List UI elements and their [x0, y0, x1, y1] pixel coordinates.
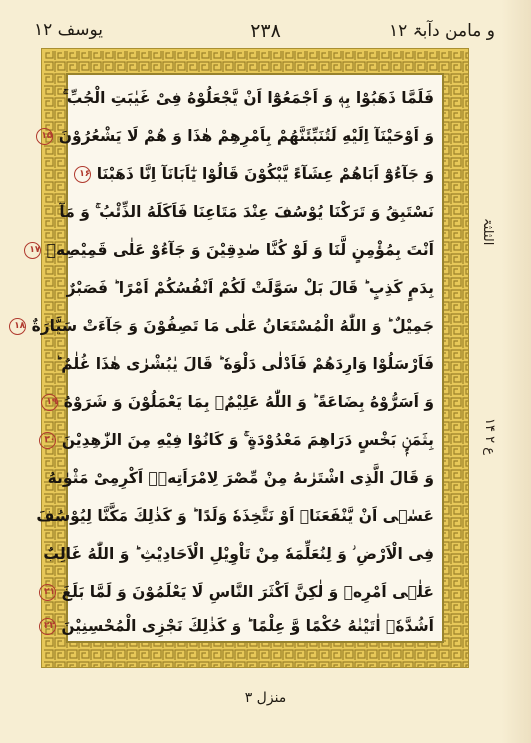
text-line-6: بِدَمٍ كَذِبٍ ؕ قَالَ بَلْ سَوَّلَتْ لَكُمْ اَنْفُسُكُمْ اَمْرًا ؕ فَصَبْرٌ: [66, 279, 434, 297]
juz-name: و مامن دآبۃ ۱۲: [388, 21, 495, 41]
text-line-8: فَاَرْسَلُوْا وَارِدَهُمْ فَاَدْلٰى دَلْوَهٗ ؕ قَالَ یٰبُشْرٰى هٰذَا غُلٰمٌ ؕ: [55, 355, 434, 373]
text-line-3: وَ جَآءُوْٓ اَبَاهُمْ عِشَآءً یَّبْكُوْنَ قَالُوْا یٰٓاَبَانَآ اِنَّا ذَهَبْنَا ۱۶: [76, 153, 434, 195]
text-line-5: اَنْتَ بِمُؤْمِنٍ لَّنَا وَ لَوْ كُنَّا صٰدِقِیْنَ وَ جَآءُوْ عَلٰى قَمِیْصِهٖ ۱۷: [76, 229, 434, 271]
text-line-4: نَسْتَبِقُ وَ تَرَكْنَا یُوْسُفَ عِنْدَ مَتَاعِنَا فَاَكَلَهُ الذِّئْبُ ۚ وَ مَآ: [59, 203, 434, 221]
ayah-marker: ۱۹: [41, 394, 58, 411]
text-line-2: وَ اَوْحَیْنَآ اِلَیْهِ لَتُنَبِّئَنَّهُمْ بِاَمْرِهِمْ هٰذَا وَ هُمْ لَا یَشْعُرُوْنَ ۱۵: [76, 115, 434, 157]
ayah-marker: ۱۸: [9, 318, 26, 335]
text-line-11: وَ قَالَ الَّذِی اشْتَرٰىهُ مِنْ مِّصْرَ لِامْرَاَتِهٖۤ اَكْرِمِیْ مَثْوٰىهُ: [47, 469, 434, 487]
surah-name: یوسف ۱۲: [34, 20, 104, 40]
page-edge-shadow: [501, 0, 531, 743]
text-line-14: عَلٰۤى اَمْرِهٖ وَ لٰكِنَّ اَكْثَرَ النَّاسِ لَا یَعْلَمُوْنَ وَ لَمَّا بَلَغَ ۲۱: [76, 571, 434, 613]
margin-note-ruku: ع ۲ ۱۴: [482, 418, 497, 455]
text-line-12: عَسٰۤى اَنْ یَّنْفَعَنَاۤ اَوْ نَتَّخِذَهٗ وَلَدًا ؕ وَ كَذٰلِكَ مَكَّنَّا لِیُوْسُفَ: [36, 507, 434, 525]
ayah-marker: ۱۷: [24, 242, 41, 259]
manzil-footer: منزل ۳: [244, 690, 287, 706]
ayah-marker: ۲۱: [39, 584, 56, 601]
margin-note-thulth: الثلثۃ: [480, 218, 495, 246]
text-line-9: وَ اَسَرُّوْهُ بِضَاعَةً ؕ وَ اللّٰهُ عَلِیْمٌۢ بِمَا یَعْمَلُوْنَ وَ شَرَوْهُ ۱۹: [76, 381, 434, 423]
ayah-marker: ۲۲: [39, 618, 56, 635]
ayah-marker: ۲۰: [39, 432, 56, 449]
text-line-15: اَشُدَّهٗۤ اٰتَیْنٰهُ حُكْمًا وَّ عِلْمًا ؕ وَ كَذٰلِكَ نَجْزِی الْمُحْسِنِیْنَ ۲۲: [76, 605, 434, 647]
text-panel: [14, 73, 444, 643]
text-line-1: فَلَمَّا ذَهَبُوْا بِهٖ وَ اَجْمَعُوْٓا اَنْ یَّجْعَلُوْهُ فِیْ غَیٰبَتِ الْجُبِّ ۚ: [62, 89, 434, 107]
page-header: [0, 14, 531, 46]
text-line-7: جَمِیْلٌ ؕ وَ اللّٰهُ الْمُسْتَعَانُ عَلٰى مَا تَصِفُوْنَ وَ جَآءَتْ سَیَّارَةٌ ۱۸: [76, 305, 434, 347]
ayah-marker: ۱۶: [74, 166, 91, 183]
text-line-10: بِثَمَنٍۭ بَخْسٍ دَرَاهِمَ مَعْدُوْدَةٍ ۚ وَ كَانُوْا فِیْهِ مِنَ الزّٰهِدِیْنَ ۲۰: [76, 419, 434, 461]
page-number: ۲۳۸: [250, 20, 281, 42]
text-line-13: فِی الْاَرْضِ ؗ وَ لِنُعَلِّمَهٗ مِنْ تَاْوِیْلِ الْاَحَادِیْثِ ؕ وَ اللّٰهُ غَالِبٌ: [43, 545, 434, 563]
ayah-marker: ۱۵: [36, 128, 53, 145]
